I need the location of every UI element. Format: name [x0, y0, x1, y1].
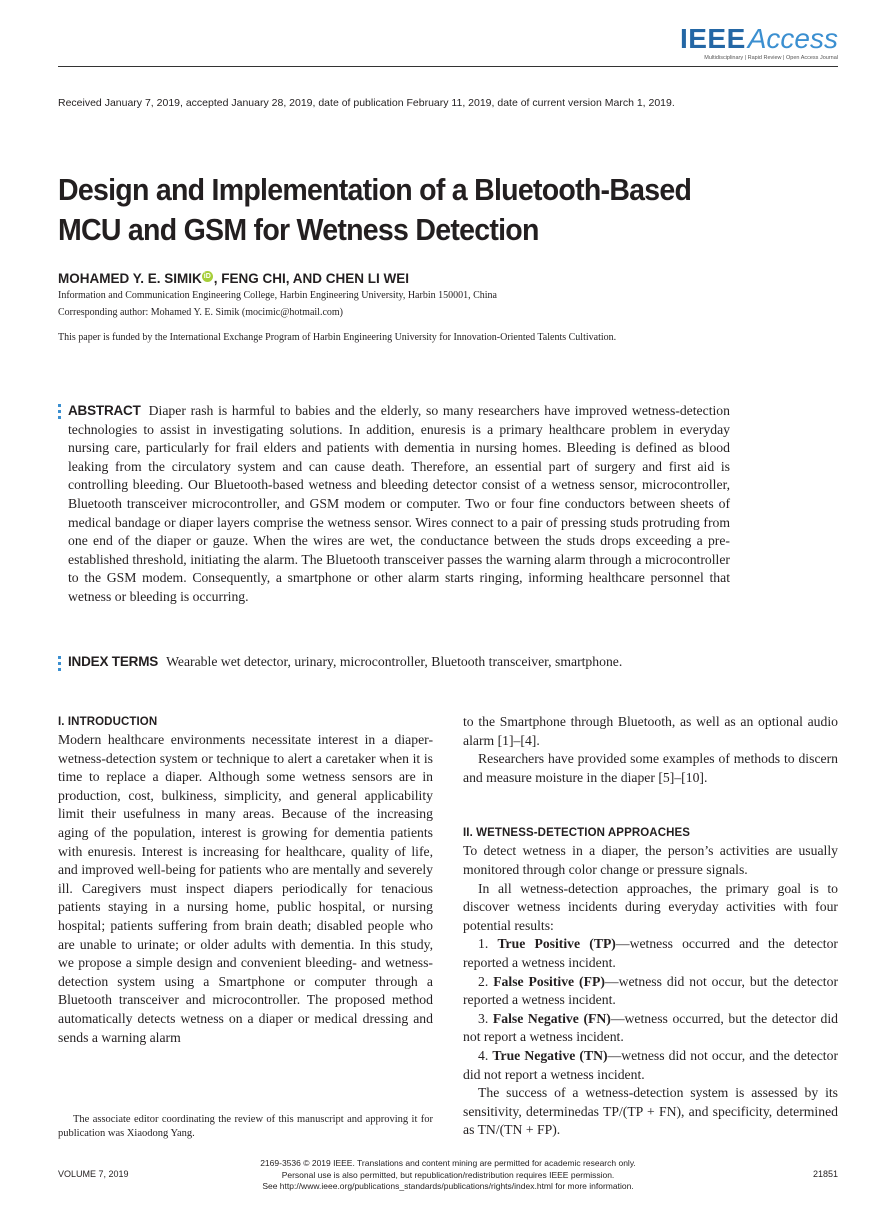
index-terms-marker [58, 656, 61, 674]
first-author: MOHAMED Y. E. SIMIK [58, 271, 202, 286]
footer-line: 2169-3536 © 2019 IEEE. Translations and content mining are permitted for academic research only. [260, 1158, 636, 1168]
editor-footnote: The associate editor coordinating the review of this manuscript and approving it for publication was Xiaodong Yang. [58, 1114, 433, 1139]
intro-continuation: to the Smartphone through Bluetooth, as well as an optional audio alarm [1]–[4]. [463, 714, 838, 748]
orcid-icon[interactable]: iD [203, 273, 211, 280]
research-paragraph: Researchers have provided some examples of methods to discern and measure moisture in the diaper [5]–[10]. [463, 751, 838, 785]
abstract-text: Diaper rash is harmful to babies and the elderly, so many researchers have improved wetness-detection technologies to assist in investigating solutions. In addition, enuresis is a primary healthcare problem in everyday nursing care, particularly for frail elders and patients with dementia in nursing homes. Bleeding is defined as blood leaking from the circulatory system and can cause death. Therefore, an essential part of surgery and first aid is controlling bleeding. Our Bluetooth-based wetness and bleeding detector consist of a wetness sensor, microcontroller, Bluetooth transceiver microcontroller, and GSM modem or computer. Two or four fine conductors between sheets of medical bandage or diaper layers comprise the wetness sensor. Wires connect to a pair of pressing studs protruding from one end of the diaper or gauze. When the wires are wet, the conductance between the studs drops exceeding a pre-established threshold, initiating the alarm. The Bluetooth transceiver passes the warning alarm through a microcontroller to the GSM modem. Consequently, a smartphone or other alarm starts ringing, informing healthcare personnel that wetness or bleeding is occurring. [68, 403, 730, 604]
left-column [58, 713, 433, 1047]
logo-access: Access [747, 23, 838, 54]
index-terms-text: Wearable wet detector, urinary, microcontroller, Bluetooth transceiver, smartphone. [166, 654, 623, 669]
approaches-paragraph: To detect wetness in a diaper, the person’s activities are usually monitored through color change or pressure signals. [463, 843, 838, 877]
right-column [463, 713, 838, 1140]
footer-line: Personal use is also permitted, but republication/redistribution requires IEEE permission. [281, 1169, 615, 1180]
author-line [58, 271, 409, 286]
logo-tagline: Multidisciplinary | Rapid Review | Open Access Journal [704, 55, 838, 61]
corresponding-author: Corresponding author: Mohamed Y. E. Simik (mocimic@hotmail.com) [58, 307, 344, 318]
logo-ieee: IEEE [679, 23, 746, 54]
goal-paragraph: In all wetness-detection approaches, the primary goal is to discover wetness incidents during everyday activities with four potential results: [463, 880, 838, 933]
section-heading-introduction: I. INTRODUCTION [58, 716, 158, 728]
paper-title: Design and Implementation of a Bluetooth-Based MCU and GSM for Wetness Detection [58, 172, 692, 247]
section-heading-approaches: II. WETNESS-DETECTION APPROACHES [463, 827, 691, 840]
funding-note: This paper is funded by the International Exchange Program of Harbin Engineering University for Innovation-Oriented Talents Cultivation. [58, 332, 617, 343]
abstract-label: ABSTRACT [68, 403, 141, 418]
result-item: 1. True Positive (TP)—wetness occurred and the detector reported a wetness incident. [463, 936, 838, 970]
footer-volume: VOLUME 7, 2019 [58, 1169, 129, 1179]
ieee-access-logo [680, 24, 838, 61]
footer-line: See http://www.ieee.org/publications_standards/publications/rights/index.html for more information. [262, 1181, 634, 1191]
header-rule [58, 66, 838, 67]
index-terms [68, 653, 768, 672]
abstract-marker [58, 404, 61, 422]
intro-paragraph: Modern healthcare environments necessitate interest in a diaper-wetness-detection system or technique to alert a caretaker when it is time to replace a diaper. Although some wetness sensors are in production, cost, bulkiness, simplicity, and general applicability limit their usefulness in many areas. Because of the increasing aging of the population, interest is growing for dementia patients with enuresis. Interest is increasing for healthcare, quality of life, and improved well-being for patients who are mentally and severely ill. Caregivers must inspect diapers periodically for tenacious patients staying in a nursing home, public hospital, or nursing hospital; patients suffering from brain death; disabled people who are unable to urinate; or older adults with dementia. In this study, we propose a simple design and convenient bleeding- and wetness-detection system using a Smartphone or computer through a Bluetooth transceiver and microcontroller. The proposed method automatically detects wetness on a diaper or medical dressing and sends a warning alarm [58, 732, 433, 1045]
footer-copyright [220, 1158, 676, 1193]
page-number: 21851 [812, 1169, 838, 1179]
result-item: 3. False Negative (FN)—wetness occurred, but the detector did not report a wetness incident. [463, 1010, 839, 1045]
received-dates: Received January 7, 2019, accepted January 28, 2019, date of publication February 11, 2019, date of current version March 1, 2019. [58, 97, 675, 109]
result-item: 4. True Negative (TN)—wetness did not occur, and the detector did not report a wetness incident. [463, 1047, 838, 1082]
result-item: 2. False Positive (FP)—wetness did not occur, but the detector reported a wetness incident. [463, 973, 838, 1008]
page-header [58, 20, 838, 68]
success-paragraph: The success of a wetness-detection system is assessed by its sensitivity, determinedas TP/(TP + FN), and specificity, determined as TN/(TN + FP). [463, 1085, 838, 1138]
affiliation: Information and Communication Engineering College, Harbin Engineering University, Harbin 150001, China [58, 290, 497, 301]
index-terms-label: INDEX TERMS [68, 654, 159, 669]
other-authors: , FENG CHI, AND CHEN LI WEI [213, 271, 410, 286]
abstract [68, 402, 730, 607]
